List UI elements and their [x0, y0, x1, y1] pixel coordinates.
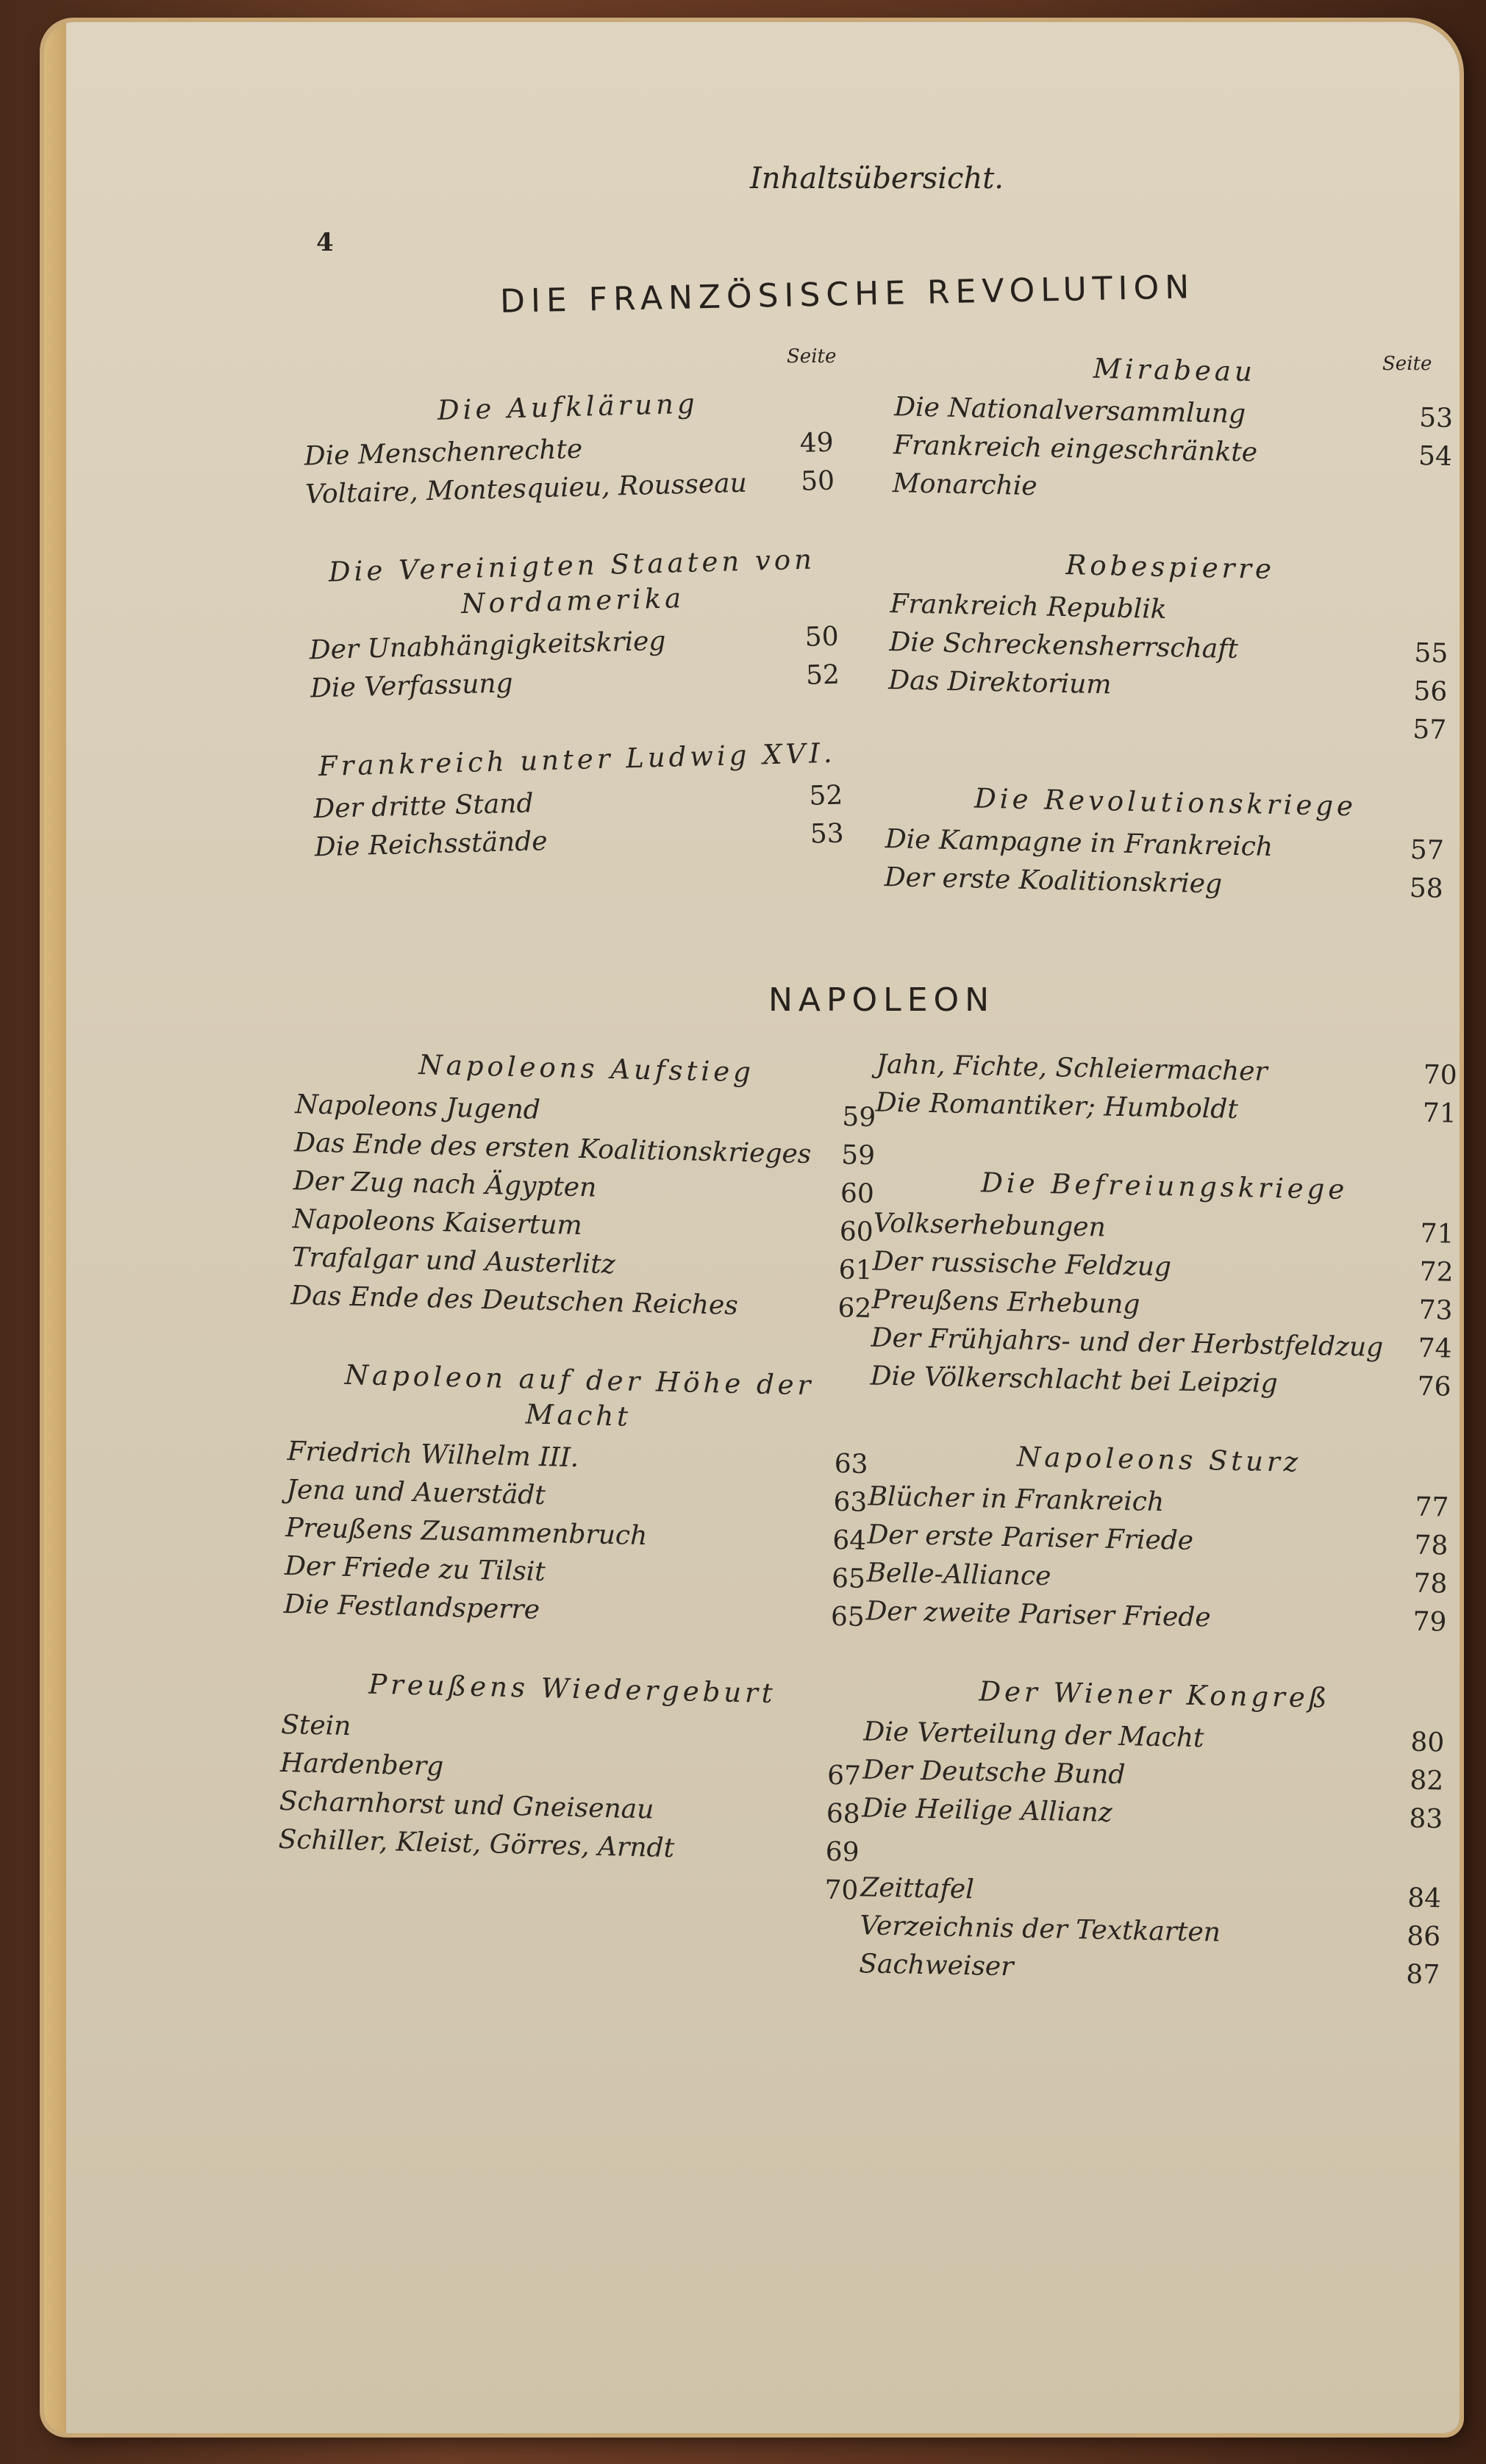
toc-entry-title: Das Ende des ersten Koalitionskrieges — [293, 1128, 812, 1170]
toc-entry-page: 84 — [1407, 1883, 1442, 1914]
seite-label-left: Seite — [787, 345, 837, 368]
toc-entry-page: 56 — [1413, 676, 1448, 707]
toc-entry-page: 72 — [1419, 1256, 1454, 1288]
toc-entry-page: 55 — [1414, 637, 1449, 669]
toc-entry-title: Der Zug nach Ägypten — [293, 1166, 597, 1203]
toc-entry-page: 73 — [1418, 1294, 1453, 1326]
section-heading: Die Revolutionskriege — [974, 782, 1357, 823]
toc-entry-title: Die Heilige Allianz — [862, 1793, 1113, 1828]
toc-entry-title: Preußens Erhebung — [871, 1284, 1140, 1320]
toc-entry-page: 80 — [1410, 1727, 1445, 1758]
toc-entry-title: Jena und Auerstädt — [286, 1475, 546, 1511]
toc-entry-page: 82 — [1410, 1765, 1444, 1797]
section-heading: Die Aufklärung — [437, 387, 699, 426]
toc-entry-title: Der zweite Pariser Friede — [865, 1596, 1212, 1633]
section-heading: Robespierre — [1065, 549, 1276, 585]
toc-entry-title: Der erste Koalitionskrieg — [884, 862, 1223, 900]
section-heading: Die Vereinigten Staaten von Nordamerika — [328, 543, 816, 620]
toc-entry-page: 59 — [841, 1102, 876, 1133]
toc-entry-page: 63 — [833, 1486, 868, 1518]
toc-entry-page: 61 — [838, 1255, 873, 1286]
toc-entry-title: Der erste Pariser Friede — [867, 1519, 1194, 1556]
toc-entry-page: 68 — [826, 1798, 861, 1830]
toc-entry-page: 53 — [810, 818, 845, 850]
toc-entry-page: 65 — [830, 1601, 865, 1633]
toc-entry-page: 64 — [832, 1525, 867, 1556]
section-heading: Mirabeau — [1093, 352, 1257, 388]
toc-entry-page: 70 — [1423, 1059, 1458, 1091]
toc-entry-title: Die Verfassung — [310, 668, 514, 704]
toc-entry-title: Napoleons Jugend — [294, 1089, 541, 1125]
toc-entry-title: Die Schreckensherrschaft — [889, 627, 1239, 665]
section-heading: Napoleon auf der Höhe der Macht — [344, 1358, 815, 1433]
toc-entry-title: Stein — [280, 1709, 351, 1742]
toc-entry-title: Voltaire, Montesquieu, Rousseau — [304, 468, 748, 510]
seite-label-right: Seite — [1382, 353, 1432, 375]
toc-entry-page: 70 — [824, 1874, 859, 1906]
toc-entry-title: Frankreich eingeschränkte Monarchie — [892, 430, 1258, 502]
toc-entry-title: Hardenberg — [279, 1747, 444, 1782]
toc-entry-page: 67 — [826, 1760, 862, 1791]
toc-entry — [892, 426, 1452, 515]
toc-entry-page — [1404, 596, 1449, 635]
toc-entry-page: 76 — [1417, 1371, 1451, 1403]
toc-entry-page: 58 — [1409, 873, 1444, 904]
toc-entry-title: Zeittafel — [860, 1872, 975, 1905]
toc-entry-page: 83 — [1409, 1803, 1443, 1835]
part-title-napoleon: NAPOLEON — [768, 981, 996, 1019]
toc-entry-title — [277, 1859, 278, 1897]
toc-entry-title: Schiller, Kleist, Görres, Arndt — [278, 1824, 675, 1864]
toc-entry-title: Volkserhebungen — [873, 1208, 1107, 1243]
toc-entry-title: Friedrich Wilhelm III. — [287, 1436, 579, 1474]
toc-entry-title: Scharnhorst und Gneisenau — [279, 1786, 654, 1825]
toc-entry-page: 78 — [1414, 1530, 1449, 1561]
toc-entry-page: 69 — [825, 1836, 860, 1868]
toc-entry-title: Der Deutsche Bund — [862, 1755, 1126, 1791]
toc-column-2 — [884, 347, 1454, 909]
page-number: 4 — [316, 228, 334, 257]
toc-entry-page — [817, 1719, 862, 1758]
running-head: Inhaltsübersicht. — [750, 162, 1004, 196]
toc-column-1 — [303, 383, 845, 867]
toc-column-4 — [859, 1046, 1457, 1995]
toc-entry-page: 86 — [1406, 1921, 1441, 1952]
toc-entry-page: 52 — [805, 659, 840, 691]
toc-column-3 — [277, 1045, 877, 1910]
section-heading: Frankreich unter Ludwig XVI. — [318, 737, 837, 783]
toc-entry-title: Die Verteilung der Macht — [863, 1716, 1204, 1754]
toc-entry-title: Die Menschenrechte — [304, 434, 583, 472]
toc-entry-title: Blücher in Frankreich — [868, 1481, 1165, 1518]
toc-entry-page: 54 — [1418, 441, 1453, 473]
toc-entry-page: 74 — [1418, 1333, 1452, 1364]
toc-entry-page: 57 — [1412, 714, 1447, 745]
toc-entry-title: Der Frühjahrs- und der Herbstfeldzug — [871, 1322, 1384, 1363]
toc-entry-title: Frankreich Republik — [890, 589, 1167, 625]
toc-entry-title: Sachweiser — [858, 1949, 1014, 1983]
toc-entry-title: Die Festlandsperre — [283, 1589, 540, 1625]
toc-entry-title: Die Reichsstände — [314, 826, 549, 863]
toc-entry-page: 71 — [1420, 1218, 1454, 1250]
toc-entry-title: Die Völkerschlacht bei Leipzig — [870, 1361, 1278, 1400]
toc-entry-title: Napoleons Kaisertum — [292, 1204, 583, 1242]
toc-entry-page: 60 — [840, 1178, 875, 1210]
toc-entry-page: 62 — [837, 1292, 872, 1325]
section-heading: Der Wiener Kongreß — [979, 1675, 1331, 1714]
section-heading: Die Befreiungskriege — [980, 1167, 1349, 1206]
toc-entry-page: 78 — [1413, 1568, 1448, 1600]
toc-entry-title: Das Ende des Deutschen Reiches — [290, 1281, 739, 1321]
section-heading: Napoleons Aufstieg — [418, 1048, 755, 1089]
toc-entry-page: 52 — [808, 780, 843, 812]
toc-entry-title: Die Romantiker; Humboldt — [875, 1087, 1239, 1125]
toc-entry-page: 60 — [839, 1217, 874, 1248]
toc-entry-page: 49 — [799, 427, 835, 459]
toc-entry-title: Belle-Alliance — [866, 1558, 1051, 1592]
toc-entry-title: Der dritte Stand — [312, 788, 534, 825]
toc-entry-page: 57 — [1410, 834, 1445, 866]
toc-entry-page: 50 — [800, 465, 835, 497]
toc-entry-page: 79 — [1412, 1606, 1447, 1638]
toc-entry-title: Trafalgar und Austerlitz — [291, 1242, 616, 1281]
toc-entry-page: 71 — [1422, 1097, 1457, 1129]
toc-entry-title: Der Friede zu Tilsit — [284, 1551, 546, 1588]
toc-entry-page: 59 — [840, 1140, 876, 1172]
toc-entry-title: Der russische Feldzug — [872, 1246, 1172, 1283]
section-heading: Preußens Wiedergeburt — [368, 1668, 777, 1710]
toc-entry-page: 63 — [834, 1448, 868, 1480]
toc-entry-title: Das Direktorium — [887, 665, 1112, 701]
toc-entry-page: 77 — [1415, 1491, 1449, 1523]
toc-entry-page: 65 — [831, 1563, 866, 1594]
toc-entry-title: Die Kampagne in Frankreich — [885, 823, 1274, 863]
toc-entry-title: Jahn, Fichte, Schleiermacher — [876, 1049, 1268, 1087]
book-page — [44, 22, 1460, 2433]
toc-entry-page: 53 — [1418, 403, 1454, 434]
toc-entry-title: Die Nationalversammlung — [893, 392, 1246, 430]
part-title-revolution: DIE FRANZÖSISCHE REVOLUTION — [499, 268, 1196, 320]
toc-entry-title: Preußens Zusammenbruch — [285, 1513, 648, 1552]
toc-entry-title — [887, 700, 888, 738]
toc-entry-page: 50 — [804, 621, 840, 653]
toc-entry-title: Der Unabhängigkeitskrieg — [309, 626, 666, 666]
toc-entry-title: Verzeichnis der Textkarten — [859, 1910, 1221, 1948]
toc-entry-page: 87 — [1405, 1959, 1440, 1991]
section-heading: Napoleons Sturz — [1016, 1441, 1302, 1478]
